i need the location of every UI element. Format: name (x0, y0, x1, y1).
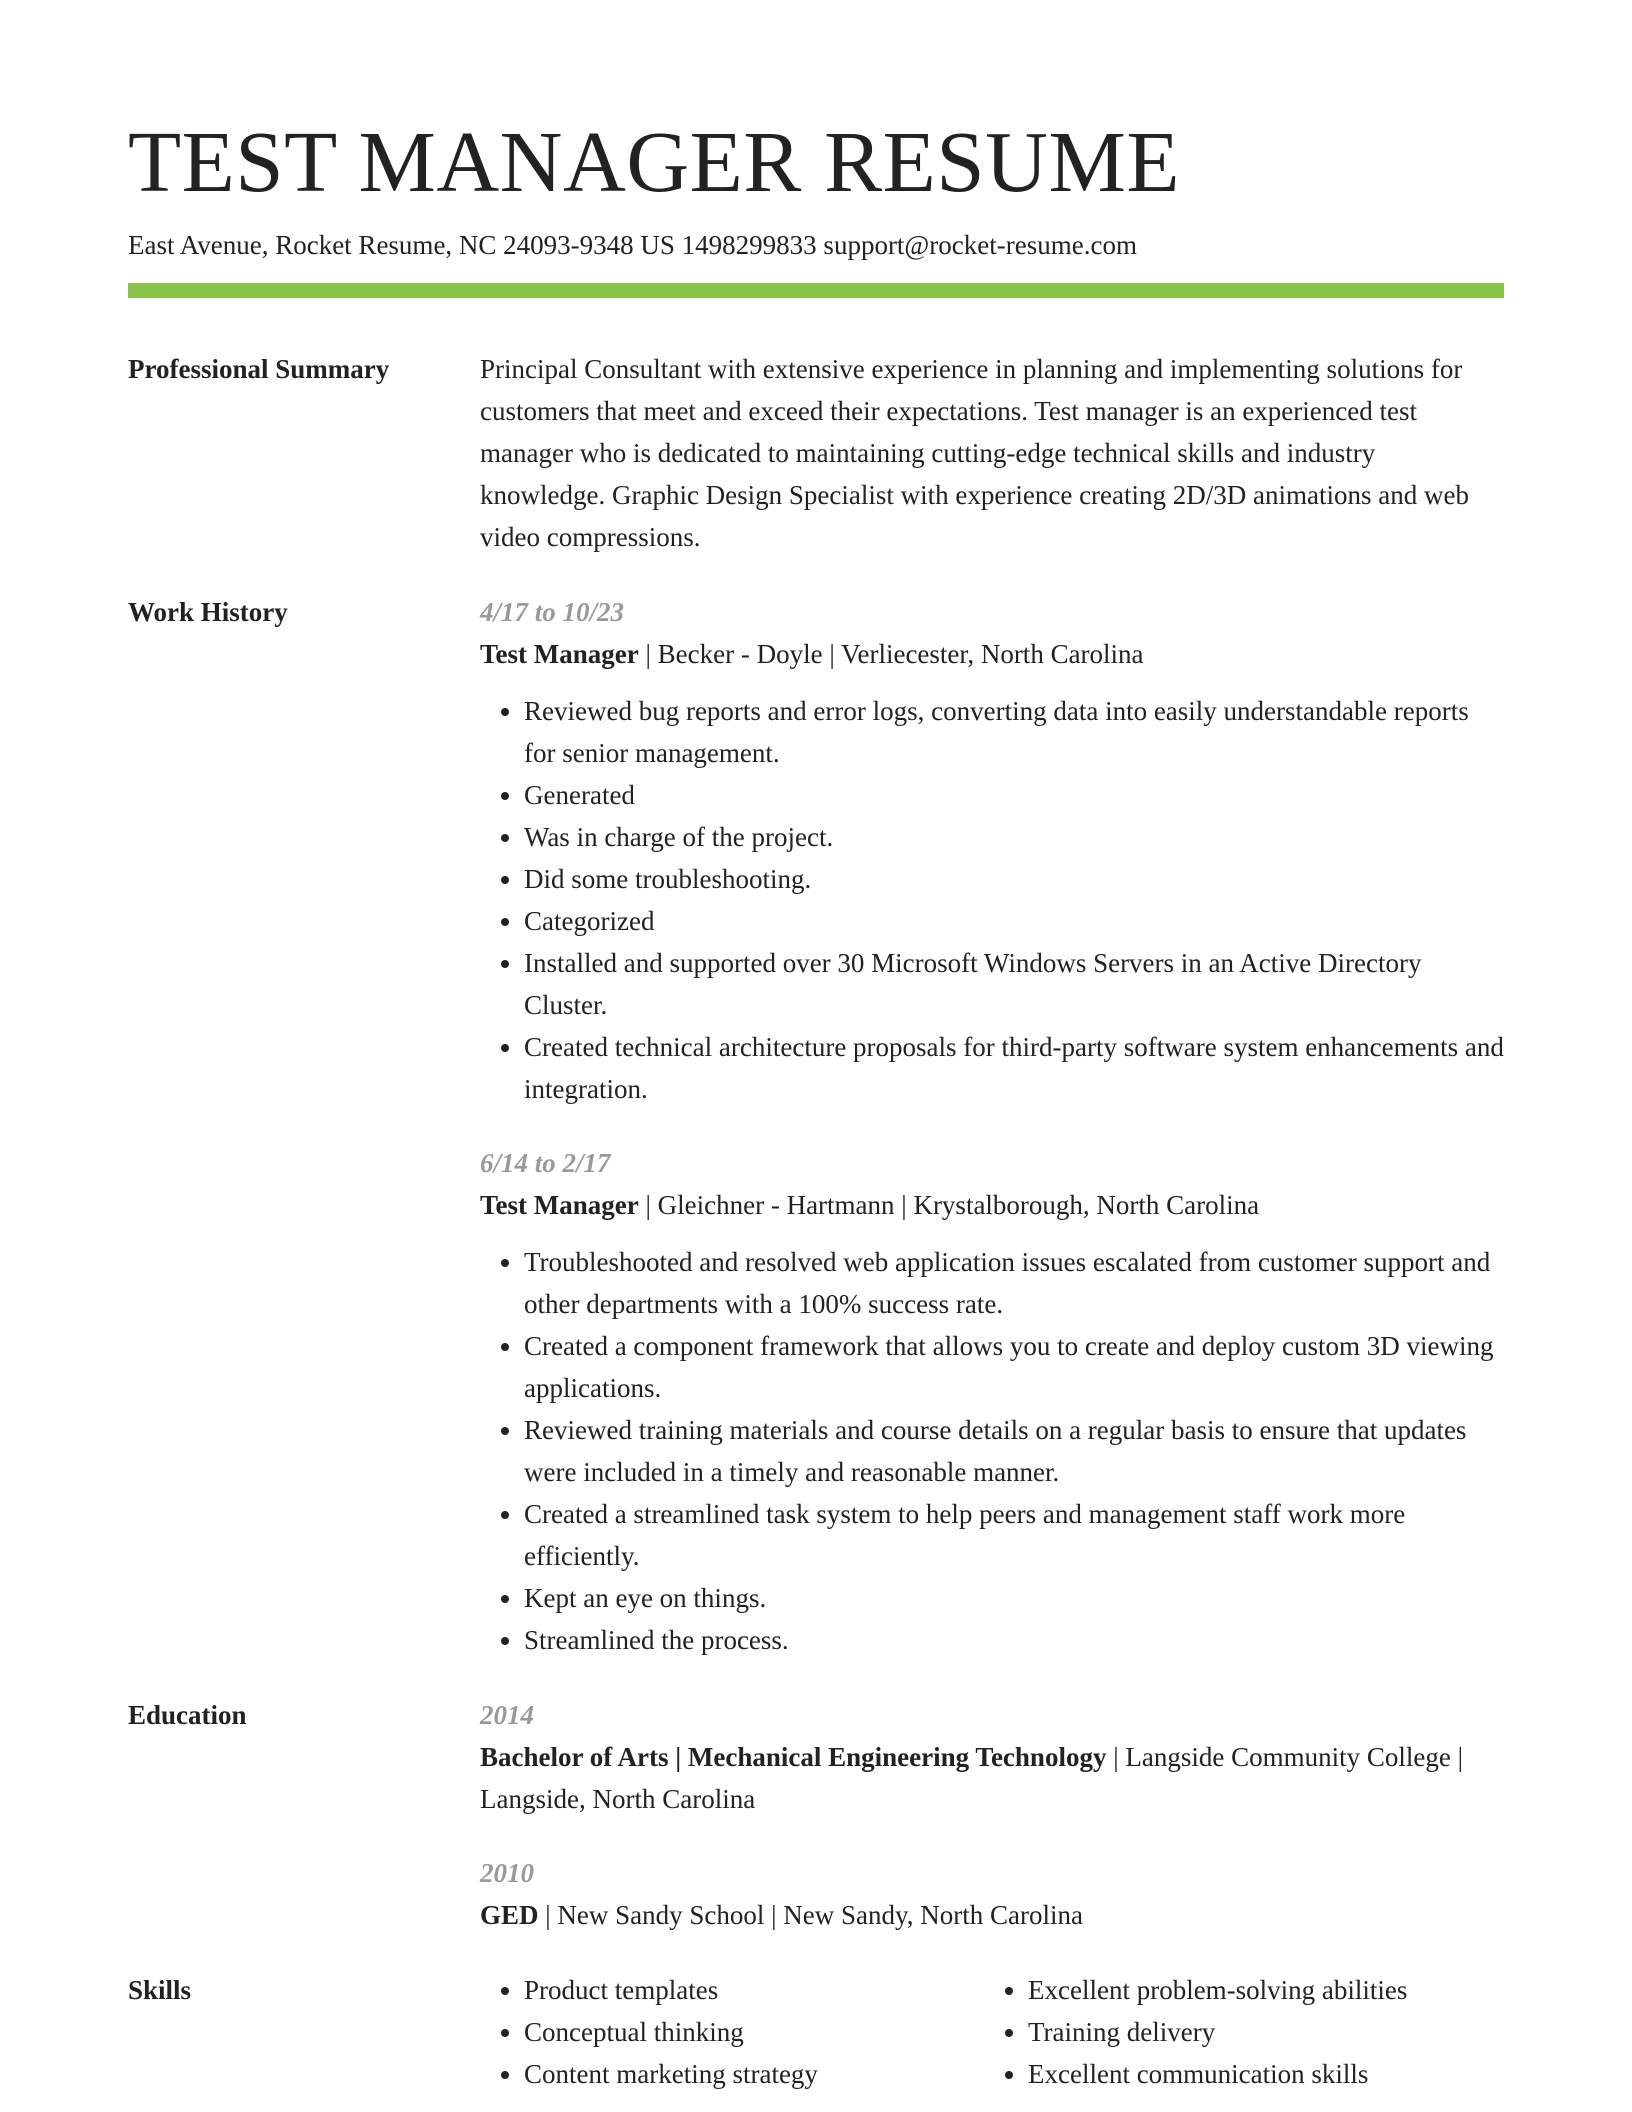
job-title: Test Manager (480, 639, 639, 670)
work-history-section (128, 591, 1504, 1661)
list-item: • Generated (524, 774, 1504, 816)
job-title: Test Manager (480, 1190, 639, 1221)
job-entry (480, 1142, 1504, 1661)
education-entry (480, 1852, 1504, 1936)
list-item: • Reviewed bug reports and error logs, converting data into easily understandable reports for senior management. (524, 690, 1504, 774)
education-year: 2010 (480, 1858, 534, 1889)
skills-list-left (480, 1969, 984, 2095)
education-school-location: | New Sandy School | New Sandy, North Carolina (538, 1900, 1083, 1931)
list-item: • Conceptual thinking (524, 2011, 984, 2053)
education-body (480, 1694, 1504, 1936)
list-item: • Did some troubleshooting. (524, 858, 1504, 900)
education-degree: GED (480, 1900, 539, 1931)
education-school-location: | Langside Community College | Langside, North Carolina (480, 1742, 1463, 1815)
list-item: • Categorized (524, 900, 1504, 942)
list-item: • Created technical architecture proposals for third-party software system enhancements and integration. (524, 1026, 1504, 1110)
skills-columns (480, 1969, 1528, 2095)
list-item: • Excellent problem-solving abilities (1028, 1969, 1528, 2011)
list-item: • Product templates (524, 1969, 984, 2011)
section-label-summary: Professional Summary (128, 354, 390, 385)
list-item: • Kept an eye on things. (524, 1577, 1504, 1619)
section-label-skills: Skills (128, 1975, 192, 2006)
list-item: • Was in charge of the project. (524, 816, 1504, 858)
job-entry (480, 591, 1504, 1110)
education-entry (480, 1694, 1504, 1820)
accent-divider (128, 283, 1504, 298)
job-bullets (480, 690, 1504, 1110)
list-item: • Created a streamlined task system to help peers and management staff work more efficiently. (524, 1493, 1504, 1577)
list-item: • Training delivery (1028, 2011, 1528, 2053)
list-item: • Created a component framework that allows you to create and deploy custom 3D viewing applications. (524, 1325, 1504, 1409)
list-item: • Content marketing strategy (524, 2053, 984, 2095)
education-section (128, 1694, 1504, 1936)
work-history-body (480, 591, 1504, 1661)
education-degree: Bachelor of Arts | Mechanical Engineering Technology (480, 1742, 1107, 1773)
summary-text: Principal Consultant with extensive experience in planning and implementing solutions for customers that meet and exceed their expectations. Test manager is an experienced test manager who is dedicated to maintaining cutting-edge technical skills and industry knowledge. Graphic Design Specialist with experience creating 2D/3D animations and web video compressions. (480, 354, 1469, 553)
list-item: • Troubleshooted and resolved web application issues escalated from customer support and other departments with a 100% success rate. (524, 1241, 1504, 1325)
list-item: • Streamlined the process. (524, 1619, 1504, 1661)
summary-section (128, 348, 1504, 558)
skills-list-right (984, 1969, 1528, 2095)
section-label-education: Education (128, 1700, 247, 1731)
list-item: • Reviewed training materials and course details on a regular basis to ensure that updates were included in a timely and reasonable manner. (524, 1409, 1504, 1493)
skills-section (128, 1969, 1504, 2095)
job-employer-location: | Gleichner - Hartmann | Krystalborough, North Carolina (638, 1190, 1260, 1221)
list-item: • Installed and supported over 30 Microsoft Windows Servers in an Active Directory Cluster. (524, 942, 1504, 1026)
contact-line: East Avenue, Rocket Resume, NC 24093-9348 US 1498299833 support@rocket-resume.com (128, 230, 1137, 260)
job-employer-location: | Becker - Doyle | Verliecester, North Carolina (638, 639, 1144, 670)
section-label-work-history: Work History (128, 597, 288, 628)
job-role-line (480, 1184, 1504, 1226)
job-bullets (480, 1241, 1504, 1661)
job-role-line (480, 633, 1504, 675)
list-item: • Excellent communication skills (1028, 2053, 1528, 2095)
education-line (480, 1894, 1504, 1936)
education-year: 2014 (480, 1700, 534, 1731)
resume-title: TEST MANAGER RESUME (128, 113, 1180, 210)
skills-body (480, 1969, 1528, 2095)
job-dates: 6/14 to 2/17 (480, 1148, 611, 1179)
job-dates: 4/17 to 10/23 (480, 597, 625, 628)
education-line (480, 1736, 1504, 1820)
